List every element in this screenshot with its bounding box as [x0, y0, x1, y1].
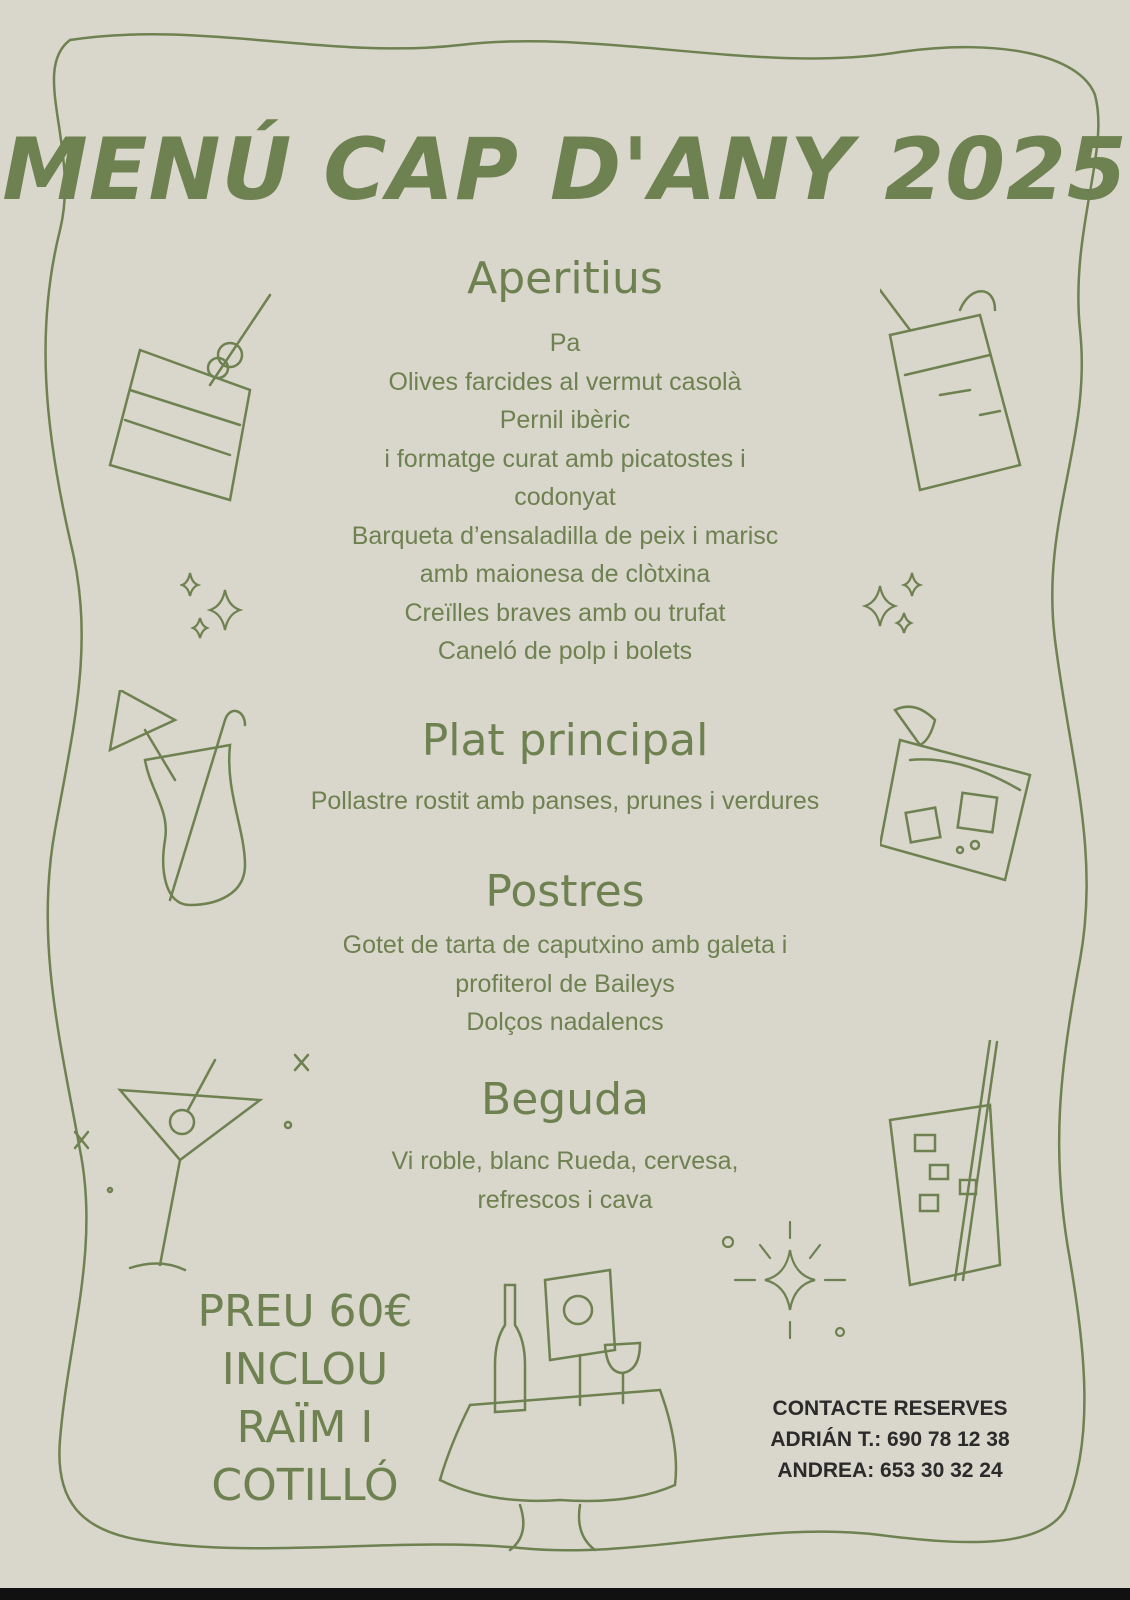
table-bottle-glasses-icon: [430, 1265, 690, 1555]
cocktail-glass-olive-icon: [90, 290, 280, 520]
sparkle-icon: [180, 568, 250, 648]
menu-item: Gotet de tarta de caputxino amb galeta i: [342, 931, 788, 959]
sparkle-burst-icon: [720, 1220, 860, 1340]
menu-item: Creïlles braves amb ou trufat: [404, 598, 726, 627]
price-line: RAÏM I: [236, 1402, 374, 1453]
contact-line: ADRIÁN T.: 690 78 12 38: [770, 1428, 1010, 1451]
contact-line: ANDREA: 653 30 32 24: [777, 1459, 1003, 1482]
menu-item: i formatge curat amb picatostes i: [384, 444, 746, 473]
section-items-postres: [0, 926, 1130, 1042]
menu-item: Barqueta d’ensaladilla de peix i marisc: [351, 521, 779, 550]
contact-heading: CONTACTE RESERVES: [772, 1397, 1008, 1420]
section-heading-plat-principal: Plat principal: [421, 715, 709, 766]
menu-item: Dolços nadalencs: [466, 1008, 664, 1036]
menu-item: profiterol de Baileys: [455, 969, 675, 998]
price-line: INCLOU: [221, 1344, 389, 1395]
menu-item: amb maionesa de clòtxina: [419, 560, 711, 588]
menu-item: Pa: [549, 329, 581, 357]
tall-glass-icon: [880, 285, 1050, 505]
menu-item: codonyat: [514, 483, 616, 511]
section-heading-beguda: Beguda: [481, 1074, 649, 1125]
menu-item: refrescos i cava: [477, 1185, 653, 1214]
price-line: PREU 60€: [197, 1286, 413, 1337]
menu-item: Pollastre rostit amb panses, prunes i verdures: [310, 787, 820, 815]
menu-item: Caneló de polp i bolets: [437, 637, 693, 665]
price-line: COTILLÓ: [211, 1460, 399, 1511]
martini-glass-icon: [70, 1050, 340, 1290]
section-heading-postres: Postres: [485, 866, 645, 917]
menu-item: Olives farcides al vermut casolà: [388, 367, 742, 396]
menu-title: MENÚ CAP D'ANY 2025: [2, 120, 1128, 220]
sparkle-icon: [862, 568, 932, 648]
price-block: [175, 1283, 435, 1515]
section-heading-aperitius: Aperitius: [467, 253, 663, 304]
menu-item: Pernil ibèric: [499, 406, 631, 434]
contact-block: [740, 1393, 1040, 1486]
menu-item: Vi roble, blanc Rueda, cervesa,: [391, 1147, 739, 1175]
bottom-bar: [0, 1588, 1130, 1600]
hurricane-glass-icon: [105, 690, 255, 920]
rocks-glass-lime-icon: [880, 700, 1040, 890]
tall-glass-straw-icon: [885, 1040, 1025, 1290]
